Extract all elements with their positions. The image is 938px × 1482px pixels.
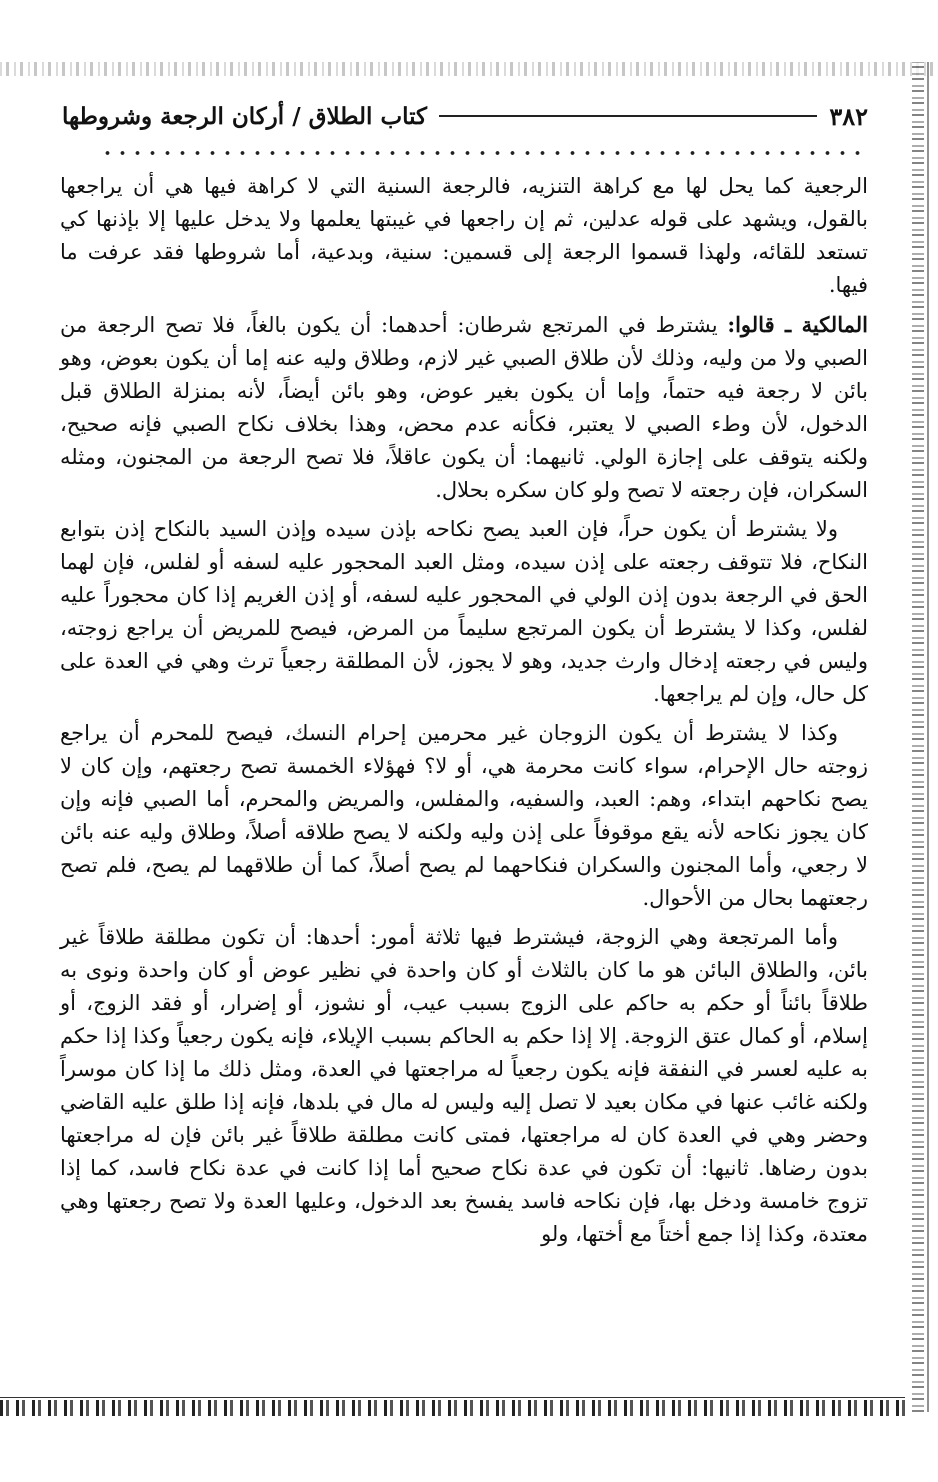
paragraph-5: وأما المرتجعة وهي الزوجة، فيشترط فيها ثلاثة أمور: أحدها: أن تكون مطلقة طلاقاً غير بائن، والطلاق البائن هو ما كان بالثلاث أو كان واحدة في نظير عوض أو كان واحدة ونوى به طلاقاً بائناً أو حكم به حاكم على الزوج بسبب عيب، أو نشوز، أو إضرار، أو فقد الزوج، أو إسلام، أو كمال عتق الزوجة. إلا إذا حكم به الحاكم بسبب الإيلاء، فإنه يكون رجعياً وكذا إذا حكم به عليه لعسر في النفقة فإنه يكون رجعياً له مراجعتها في العدة، ومثل ذلك ما إذا كان موسراً ولكنه غائب عنها في مكان بعيد لا تصل إليه وليس له مال في بلدها، فإنه إذا طلق عليه القاضي وحضر وهي في العدة كان له مراجعتها، فمتى كانت مطلقة طلاقاً غير بائن فإن له مراجعتها بدون رضاها. ثانيها: أن تكون في عدة نكاح صحيح أما إذا كانت في عدة نكاح فاسد، كما إذا تزوج خامسة ودخل بها، فإن نكاحه فاسد يفسخ بعد الدخول، وعليها العدة ولا تصح رجعتها وهي معتدة، وكذا إذا جمع أختاً مع أختها، ولو: [60, 925, 869, 1246]
paragraph-2-text: يشترط في المرتجع شرطان: أحدهما: أن يكون بالغاً، فلا تصح الرجعة من الصبي ولا من وليه، وذلك لأن طلاق الصبي غير لازم، وطلاق وليه عنه إما أن يكون بعوض، وهو بائن لا رجعة فيه حتماً، وإما أن يكون بغير عوض، وهو بائن أيضاً، لأنه بمنزلة الطلاق قبل الدخول، لأن وطء الصبي لا يعتبر، فكأنه عدم محض، وهذا بخلاف نكاح الصبي فإنه صحيح، ولكنه يتوقف على إجازة الولي. ثانيهما: أن يكون عاقلاً، فلا تصح الرجعة من المجنون، ومثله السكران، فإن رجعته لا تصح ولو كان سكره بحلال.: [60, 313, 868, 502]
page-number: ٣٨٢: [829, 101, 868, 131]
header-rule: [439, 115, 817, 117]
page-body: [60, 170, 868, 1257]
school-heading: المالكية ـ قالوا:: [727, 312, 868, 337]
page-header: [62, 96, 868, 136]
paragraph-3: ولا يشترط أن يكون حراً، فإن العبد يصح نكاحه بإذن سيده وإذن السيد بالنكاح إذن بتوابع النكاح، فلا تتوقف رجعته على إذن سيده، ومثل العبد المحجور عليه لسفه أو لفلس، فإن لهما الحق في الرجعة بدون إذن الولي في المحجور عليه لسفه، أو إذن الغريم إذا كان محجوراً عليه لفلس، وكذا لا يشترط أن يكون المرتجع سليماً من المرض، فيصح للمريض أن يراجع زوجته، وليس في رجعته إدخال وارث جديد، وهو لا يجوز، لأن المطلقة رجعياً ترث وهي في العدة على كل حال، وإن لم يراجعها.: [60, 517, 868, 706]
decorative-border-right: [912, 62, 924, 1412]
paragraph-4: وكذا لا يشترط أن يكون الزوجان غير محرمين إحرام النسك، فيصح للمحرم أن يراجع زوجته حال الإحرام، سواء كانت محرمة هي، أو لا؟ فهؤلاء الخمسة تصح رجعتهم، وإن كان لا يصح نكاحهم ابتداء، وهم: العبد، والسفيه، والمفلس، والمريض والمحرم، أما الصبي فإنه وإن كان يجوز نكاحه لأنه يقع موقوفاً على إذن وليه ولكنه لا يصح طلاقه أصلاً، وطلاق وليه عنه بائن لا رجعي، وأما المجنون والسكران فنكاحهما لم يصح أصلاً، كما أن طلاقهما لم يصح، فلم تصح رجعتهما بحال من الأحوال.: [60, 721, 868, 910]
decorative-border-bottom: [0, 1400, 905, 1416]
dotted-separator: [100, 148, 860, 158]
running-title: كتاب الطلاق / أركان الرجعة وشروطها: [62, 102, 427, 130]
paragraph-1: الرجعية كما يحل لها مع كراهة التنزيه، فالرجعة السنية التي لا كراهة فيها هي أن يراجعها بالقول، ويشهد على قوله عدلين، ثم إن راجعها في غيبتها يعلمها ولا يدخل عليها إلا بإذنها كي تستعد للقائه، ولهذا قسموا الرجعة إلى قسمين: سنية، وبدعية، أما شروطها فقد عرفت ما فيها.: [60, 174, 868, 297]
decorative-border-top: [0, 62, 938, 76]
paragraph-2: [60, 308, 868, 507]
